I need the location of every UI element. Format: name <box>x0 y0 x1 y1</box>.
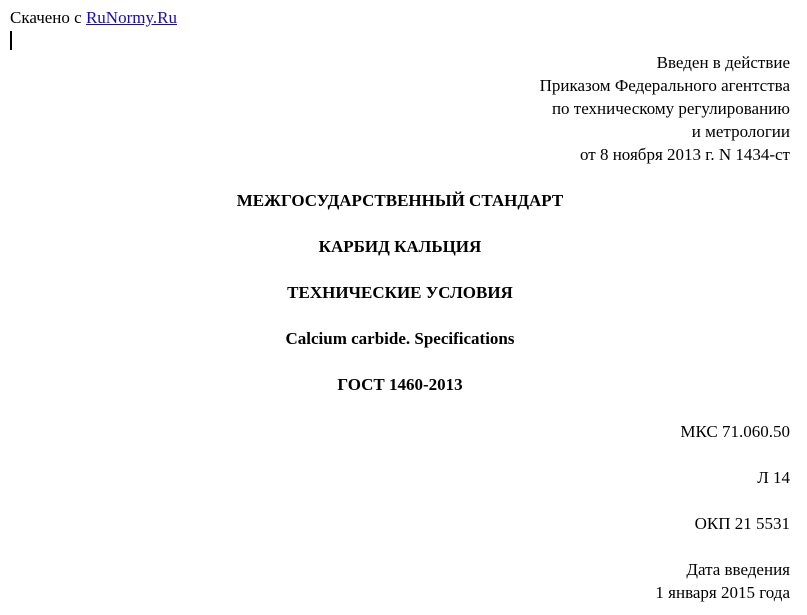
group-code: Л 14 <box>757 468 790 487</box>
enactment-block <box>540 51 790 166</box>
enactment-line: от 8 ноября 2013 г. N 1434-ст <box>580 145 790 164</box>
enactment-line: по техническому регулированию <box>551 99 790 118</box>
intro-date-value: 1 января 2015 года <box>655 583 790 602</box>
intro-date-label: Дата введения <box>686 560 790 579</box>
source-prefix: Скачено с <box>10 8 86 27</box>
mks-code: МКС 71.060.50 <box>680 422 790 441</box>
okp-code: ОКП 21 5531 <box>694 514 790 533</box>
enactment-line: и метрологии <box>691 122 790 141</box>
standard-code-heading: ГОСТ 1460-2013 <box>337 375 463 394</box>
text-cursor <box>10 31 12 50</box>
enactment-line: Приказом Федерального агентства <box>539 76 790 95</box>
source-link[interactable]: RuNormy.Ru <box>85 8 177 27</box>
source-note <box>10 6 177 29</box>
standard-type-heading: МЕЖГОСУДАРСТВЕННЫЙ СТАНДАРТ <box>236 191 564 210</box>
enactment-line: Введен в действие <box>656 53 790 72</box>
english-name-heading: Calcium carbide. Specifications <box>285 329 515 348</box>
standard-subtitle-heading: ТЕХНИЧЕСКИЕ УСЛОВИЯ <box>287 283 513 302</box>
standard-name-heading: КАРБИД КАЛЬЦИЯ <box>318 237 482 256</box>
